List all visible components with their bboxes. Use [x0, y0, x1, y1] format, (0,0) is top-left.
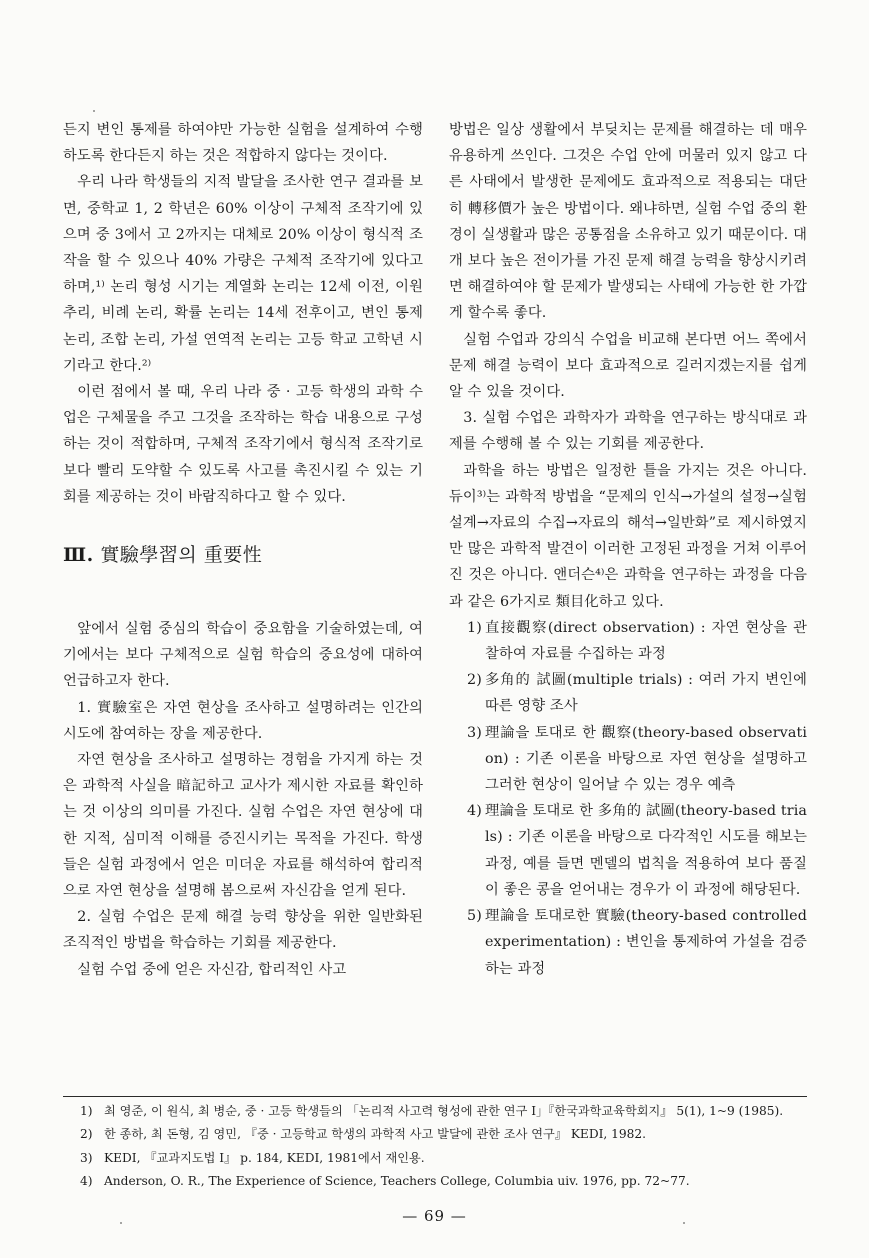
- body-paragraph: 든지 변인 통제를 하여야만 가능한 실험을 설계하여 수행하도록 한다든지 하는 것은 적합하지 않다는 것이다.: [63, 122, 423, 165]
- footnote-number: 1): [80, 1104, 93, 1118]
- footnote-text: 한 종하, 최 돈형, 김 영민, 『중 · 고등학교 학생의 과학적 사고 발달에 관한 조사 연구』 KEDI, 1982.: [104, 1127, 647, 1142]
- page-number: — 69 —: [402, 1207, 467, 1225]
- section-heading: [63, 510, 423, 616]
- footnote: [80, 1100, 807, 1123]
- body-paragraph: 우리 나라 학생들의 지적 발달을 조사한 연구 결과를 보면, 중학교 1, 2 학년은 60% 이상이 구체적 조작기에 있으며 중 3에서 고 2까지는 대체로 20% 이상이 형식적 조작을 할 수 있으나 40% 가량은 구체적 조작기에 있다고 하며,¹⁾ 논리 형성 시기는 계열화 논리는 12세 이전, 이원 추리, 비례 논리, 확률 논리는 14세 전후이고, 변인 통제 논리, 조합 논리, 가설 연역적 논리는 고등 학교 고학년 시기라고 한다.²⁾: [63, 174, 423, 374]
- list-item-text: 直接觀察(direct observation) : 자연 현상을 관찰하여 자료를 수집하는 과정: [485, 619, 807, 663]
- scan-speck: [120, 1222, 122, 1224]
- footnotes: [80, 1100, 807, 1194]
- list-item-text: 理論을 토대로한 實驗(theory-based controlled experimentation) : 변인을 통제하여 가설을 검증하는 과정: [485, 908, 807, 977]
- right-column: [449, 117, 807, 982]
- list-item-text: 理論을 토대로 한 多角的 試圖(theory-based trials) : 기존 이론을 바탕으로 다각적인 시도를 해보는 과정, 예를 들면 멘델의 법칙을 적용하여 보다 품질이 좋은 콩을 얻어내는 경우가 이 과정에 해당된다.: [485, 803, 807, 898]
- list-item-text: 理論을 토대로 한 觀察(theory-based observation) : 기존 이론을 바탕으로 자연 현상을 설명하고 그러한 현상이 일어날 수 있는 경우 예측: [485, 724, 807, 794]
- numbered-point: 2. 실험 수업은 문제 해결 능력 향상을 위한 일반화된 조직적인 방법을 학습하는 기회를 제공한다.: [63, 909, 423, 952]
- body-paragraph: 자연 현상을 조사하고 설명하는 경험을 가지게 하는 것은 과학적 사실을 暗記하고 교사가 제시한 자료를 확인하는 것 이상의 의미를 가진다. 실험 수업은 자연 현상에 대한 지적, 심미적 이해를 증진시키는 목적을 가진다. 학생들은 실험 과정에서 얻은 미더운 자료를 해석하여 합리적으로 자연 현상을 설명해 봄으로써 자신감을 얻게 된다.: [63, 752, 423, 900]
- list-item: [449, 903, 807, 982]
- list-item: [449, 720, 807, 799]
- footnote-number: 2): [80, 1127, 93, 1142]
- body-paragraph: 앞에서 실험 중심의 학습이 중요함을 기술하였는데, 여기에서는 보다 구체적으로 실험 학습의 중요성에 대하여 언급하고자 한다.: [63, 621, 423, 690]
- list-item-number: 4): [467, 803, 482, 820]
- body-paragraph: 이런 점에서 볼 때, 우리 나라 중 · 고등 학생의 과학 수업은 구체물을 주고 그것을 조작하는 학습 내용으로 구성하는 것이 적합하며, 구체적 조작기에서 형식적 조작기로 보다 빨리 도약할 수 있도록 사고를 촉진시킬 수 있는 기회를 제공하는 것이 바람직하다고 할 수 있다.: [63, 384, 423, 505]
- left-column: [63, 117, 423, 983]
- body-paragraph: 실험 수업과 강의식 수업을 비교해 본다면 어느 쪽에서 문제 해결 능력이 보다 효과적으로 길러지겠는지를 쉽게 알 수 있을 것이다.: [449, 331, 807, 401]
- section-numeral: Ⅲ.: [63, 544, 94, 567]
- list-item-number: 2): [467, 672, 482, 689]
- body-paragraph: 실험 수업 중에 얻은 자신감, 합리적인 사고: [77, 961, 347, 978]
- list-item-text: 多角的 試圖(multiple trials) : 여러 가지 변인에 따른 영향 조사: [485, 672, 807, 715]
- footnote: [80, 1170, 807, 1193]
- footnote: [80, 1123, 807, 1146]
- body-paragraph: 방법은 일상 생활에서 부딪치는 문제를 해결하는 데 매우 유용하게 쓰인다. 그것은 수업 안에 머물러 있지 않고 다른 사태에서 발생한 문제에도 효과적으로 적용되는 대단히 轉移價가 높은 방법이다. 왜냐하면, 실험 수업 중의 환경이 실생활과 많은 공통점을 소유하고 있기 때문이다. 대개 보다 높은 전이가를 가진 문제 해결 능력을 향상시키려면 해결하여야 할 문제가 발생되는 사태에 가능한 한 가깝게 할수록 좋다.: [449, 122, 807, 322]
- list-item: [449, 798, 807, 903]
- list-item-number: 1): [467, 619, 482, 636]
- research-process-list: [449, 615, 807, 982]
- footnote-text: Anderson, O. R., The Experience of Science, Teachers College, Columbia uiv. 1976, pp. 72~77.: [104, 1174, 690, 1189]
- list-item-number: 5): [467, 908, 482, 925]
- footnote: [80, 1147, 807, 1170]
- list-item: [449, 615, 807, 667]
- list-item: [449, 667, 807, 719]
- footnote-number: 3): [80, 1150, 93, 1165]
- footnote-divider: [63, 1096, 807, 1097]
- list-item-number: 3): [467, 724, 482, 741]
- numbered-point: 3. 실험 수업은 과학자가 과학을 연구하는 방식대로 과제를 수행해 볼 수 있는 기회를 제공한다.: [449, 410, 807, 453]
- section-title: 實驗學習의 重要性: [100, 544, 263, 567]
- scan-speck: [93, 110, 95, 112]
- scan-speck: [683, 1222, 685, 1224]
- numbered-point: 1. 實驗室은 자연 현상을 조사하고 설명하려는 인간의 시도에 참여하는 장을 제공한다.: [63, 699, 423, 742]
- footnote-text: 최 영준, 이 원식, 최 병순, 중 · 고등 학생들의 「논리적 사고력 형성에 관한 연구 Ⅰ」『한국과학교육학회지』 5(1), 1~9 (1985).: [104, 1104, 784, 1118]
- body-paragraph: 과학을 하는 방법은 일정한 틀을 가지는 것은 아니다. 듀이³⁾는 과학적 방법을 “문제의 인식→가설의 설정→실험 설계→자료의 수집→자료의 해석→일반화”로 제시하였지만 많은 과학적 발견이 이러한 고정된 과정을 거쳐 이루어진 것은 아니다. 앤더슨⁴⁾은 과학을 연구하는 과정을 다음과 같은 6가지로 類目化하고 있다.: [449, 462, 807, 610]
- footnote-text: KEDI, 『교과지도법 Ⅰ』 p. 184, KEDI, 1981에서 재인용.: [104, 1150, 425, 1165]
- footnote-number: 4): [80, 1174, 93, 1189]
